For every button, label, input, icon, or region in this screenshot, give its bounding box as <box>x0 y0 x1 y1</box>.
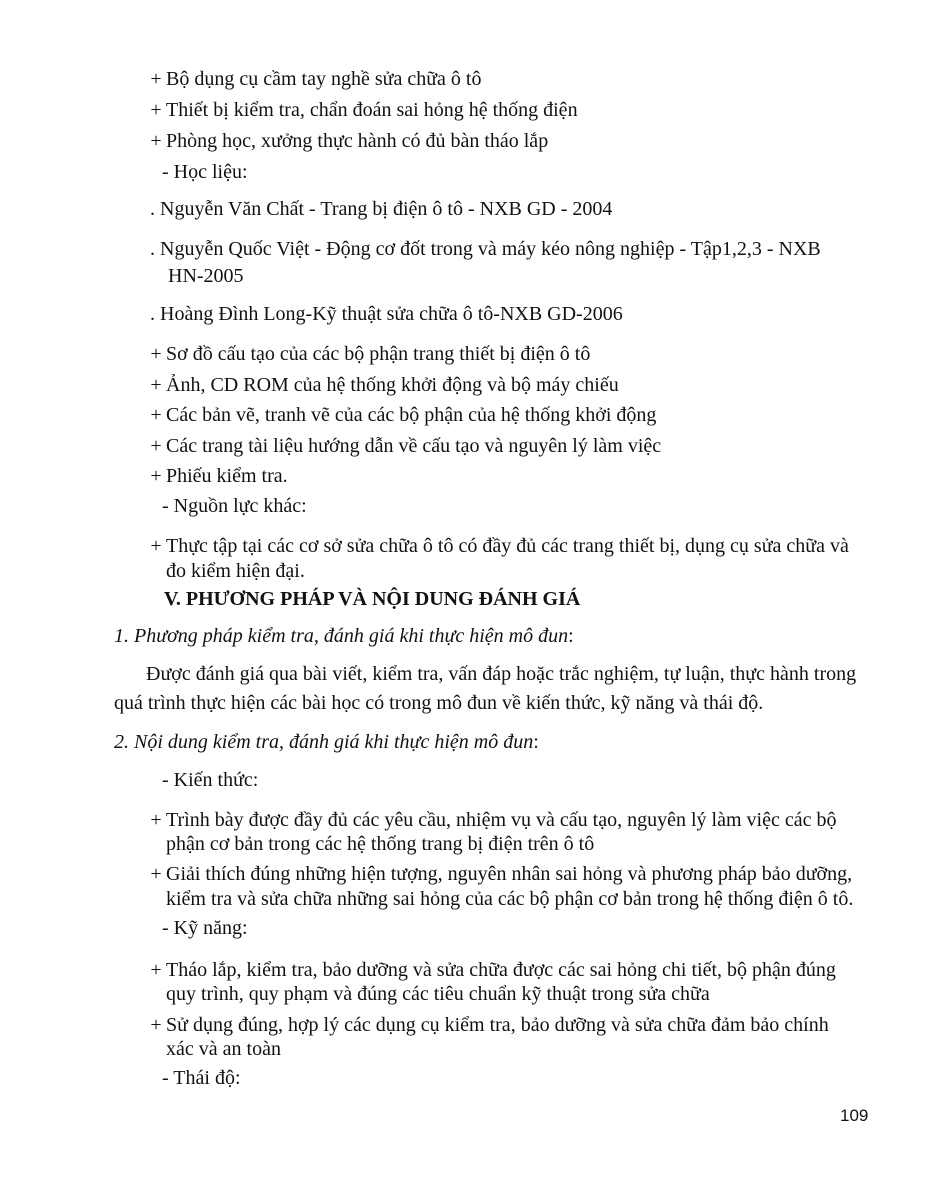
knowledge-item-continuation: phận cơ bản trong các hệ thống trang bị điện trên ô tô <box>166 833 595 855</box>
skills-heading: - Kỹ năng: <box>162 917 248 939</box>
method-heading-text: 1. Phương pháp kiểm tra, đánh giá khi thực hiện mô đun <box>114 625 569 647</box>
bullet-plus-icon: + <box>150 404 162 426</box>
facility-item: Thiết bị kiểm tra, chẩn đoán sai hỏng hệ thống điện <box>166 99 578 121</box>
skill-item: Sử dụng đúng, hợp lý các dụng cụ kiểm tra, bảo dưỡng và sửa chữa đảm bảo chính <box>166 1014 829 1036</box>
section-title: V. PHƯƠNG PHÁP VÀ NỘI DUNG ĐÁNH GIÁ <box>164 588 581 610</box>
method-paragraph-line: Được đánh giá qua bài viết, kiểm tra, vấn đáp hoặc trắc nghiệm, tự luận, thực hành trong <box>146 663 857 685</box>
facility-item: Phòng học, xưởng thực hành có đủ bàn tháo lắp <box>166 130 549 152</box>
method-heading <box>114 624 574 648</box>
material-item: Sơ đồ cấu tạo của các bộ phận trang thiết bị điện ô tô <box>166 343 591 365</box>
bullet-plus-icon: + <box>150 374 162 396</box>
skill-item-continuation: xác và an toàn <box>166 1038 281 1060</box>
bullet-plus-icon: + <box>150 863 162 885</box>
attitude-heading: - Thái độ: <box>162 1067 241 1089</box>
method-heading-colon: : <box>568 625 574 647</box>
bullet-plus-icon: + <box>150 535 162 557</box>
page-number: 109 <box>840 1106 869 1125</box>
other-resource-item: Thực tập tại các cơ sở sửa chữa ô tô có đầy đủ các trang thiết bị, dụng cụ sửa chữa và <box>166 535 849 557</box>
material-item: Ảnh, CD ROM của hệ thống khởi động và bộ máy chiếu <box>166 374 619 396</box>
material-item: Các bản vẽ, tranh vẽ của các bộ phận của hệ thống khởi động <box>166 404 657 426</box>
bullet-plus-icon: + <box>150 809 162 831</box>
bullet-plus-icon: + <box>150 959 162 981</box>
bullet-plus-icon: + <box>150 343 162 365</box>
material-item: Các trang tài liệu hướng dẫn về cấu tạo và nguyên lý làm việc <box>166 435 662 457</box>
knowledge-item-continuation: kiểm tra và sửa chữa những sai hỏng của các bộ phận cơ bản trong hệ thống điện ô tô. <box>166 888 854 910</box>
bullet-plus-icon: + <box>150 1014 162 1036</box>
reference-item: . Nguyễn Văn Chất - Trang bị điện ô tô - NXB GD - 2004 <box>150 198 613 220</box>
reference-item: . Hoàng Đình Long-Kỹ thuật sửa chữa ô tô-NXB GD-2006 <box>150 303 623 325</box>
knowledge-item: Trình bày được đầy đủ các yêu cầu, nhiệm vụ và cấu tạo, nguyên lý làm việc các bộ <box>166 809 837 831</box>
reference-item-continuation: HN-2005 <box>168 265 244 287</box>
other-resources-heading: - Nguồn lực khác: <box>162 495 307 517</box>
method-paragraph-line: quá trình thực hiện các bài học có trong mô đun về kiến thức, kỹ năng và thái độ. <box>114 692 764 714</box>
knowledge-heading: - Kiến thức: <box>162 769 259 791</box>
reference-item: . Nguyễn Quốc Việt - Động cơ đốt trong và máy kéo nông nghiệp - Tập1,2,3 - NXB <box>150 238 821 260</box>
knowledge-item: Giải thích đúng những hiện tượng, nguyên nhân sai hỏng và phương pháp bảo dưỡng, <box>166 863 853 885</box>
facility-item: Bộ dụng cụ cầm tay nghề sửa chữa ô tô <box>166 68 482 90</box>
bullet-plus-icon: + <box>150 130 162 152</box>
bullet-plus-icon: + <box>150 465 162 487</box>
other-resource-item-continuation: đo kiểm hiện đại. <box>166 560 305 582</box>
bullet-plus-icon: + <box>150 99 162 121</box>
content-heading-colon: : <box>533 731 539 753</box>
skill-item-continuation: quy trình, quy phạm và đúng các tiêu chuẩn kỹ thuật trong sửa chữa <box>166 983 710 1005</box>
material-item: Phiếu kiểm tra. <box>166 465 288 487</box>
materials-heading: - Học liệu: <box>162 161 248 183</box>
bullet-plus-icon: + <box>150 68 162 90</box>
bullet-plus-icon: + <box>150 435 162 457</box>
content-heading <box>114 730 539 754</box>
content-heading-text: 2. Nội dung kiểm tra, đánh giá khi thực hiện mô đun <box>114 731 534 753</box>
skill-item: Tháo lắp, kiểm tra, bảo dưỡng và sửa chữa được các sai hỏng chi tiết, bộ phận đúng <box>166 959 836 981</box>
